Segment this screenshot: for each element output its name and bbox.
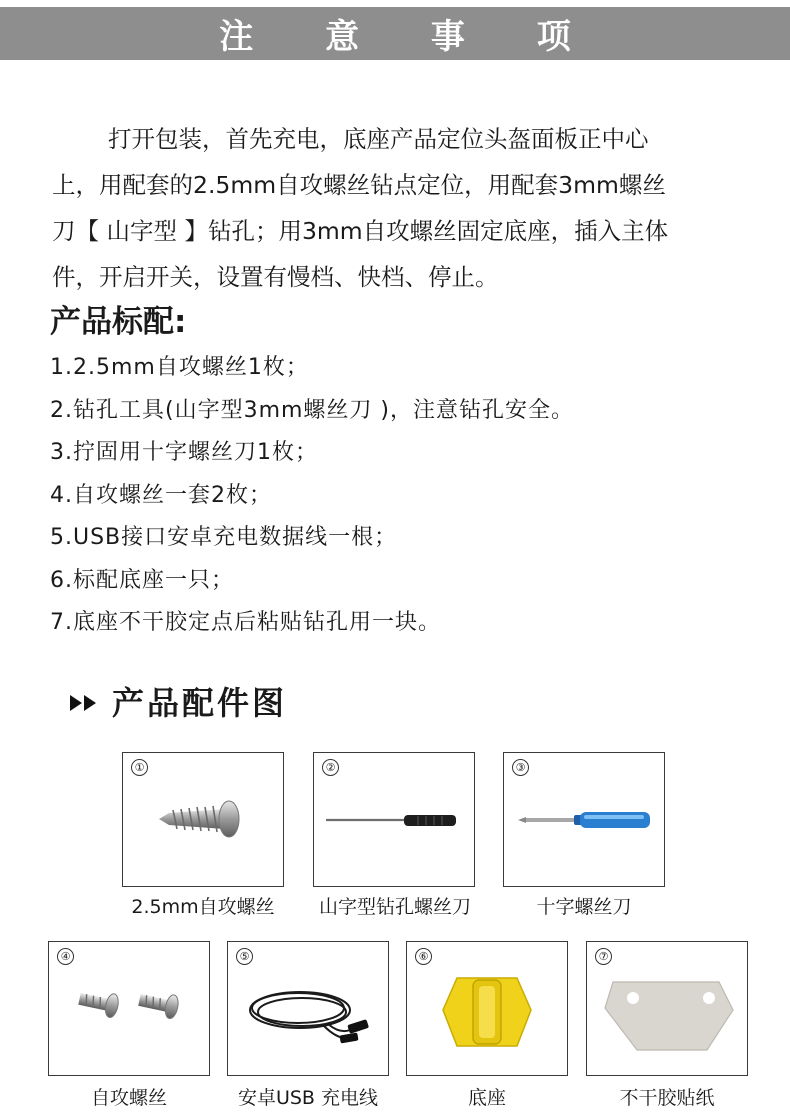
sticker-icon [587, 942, 747, 1075]
standard-list [50, 347, 574, 645]
list-item: 1.2.5mm自攻螺丝1枚； [50, 355, 309, 380]
intro-line: 刀【 山字型 】钻孔；用3mm自攻螺丝固定底座，插入主体 [52, 217, 669, 245]
accessories-title [68, 678, 287, 728]
tapping-screw-icon [123, 753, 283, 886]
standard-title: 产品标配: [50, 304, 187, 340]
usb-cable-icon [228, 942, 388, 1075]
accessory-caption: 安卓USB 充电线 [237, 1087, 379, 1109]
item-number: ② [322, 759, 339, 776]
item-number: ⑥ [415, 948, 432, 965]
list-item: 2.钻孔工具(山字型3mm螺丝刀 )，注意钻孔安全。 [50, 397, 575, 423]
banner-title: 注 意 事 项 [219, 17, 601, 57]
phillips-screwdriver-icon [504, 753, 664, 886]
accessory-box-6 [406, 941, 568, 1076]
accessory-caption: 自攻螺丝 [90, 1087, 167, 1109]
accessory-box-7 [586, 941, 748, 1076]
list-item: 4.自攻螺丝一套2枚； [50, 482, 272, 508]
item-number: ③ [512, 759, 529, 776]
item-number: ⑤ [236, 948, 253, 965]
accessory-caption: 山字型钻孔螺丝刀 [318, 896, 471, 918]
item-number: ① [131, 759, 148, 776]
intro-line: 打开包装，首先充电，底座产品定位头盔面板正中心 [108, 125, 649, 153]
accessory-caption: 底座 [467, 1087, 506, 1109]
drill-screwdriver-icon [314, 753, 474, 886]
accessory-box-4 [48, 941, 210, 1076]
list-item: 6.标配底座一只； [50, 567, 234, 593]
intro-paragraph [52, 116, 752, 300]
intro-line: 件，开启开关，设置有慢档、快档、停止。 [52, 263, 499, 291]
list-item: 7.底座不干胶定点后粘贴钻孔用一块。 [50, 610, 441, 635]
item-number: ⑦ [595, 948, 612, 965]
accessory-caption: 2.5mm自攻螺丝 [131, 896, 275, 918]
accessory-box-1 [122, 752, 284, 887]
intro-line: 上，用配套的2.5mm自攻螺丝钻点定位，用配套3mm螺丝 [52, 171, 666, 199]
accessory-box-5 [227, 941, 389, 1076]
double-play-arrow-icon [68, 692, 102, 714]
accessory-caption: 十字螺丝刀 [536, 896, 632, 918]
accessory-box-3 [503, 752, 665, 887]
list-item: 3.拧固用十字螺丝刀1枚； [50, 440, 318, 465]
accessories-title-text: 产品配件图 [112, 684, 288, 722]
list-item: 5.USB接口安卓充电数据线一根； [50, 525, 398, 550]
accessory-box-2 [313, 752, 475, 887]
banner [0, 7, 790, 60]
accessory-caption: 不干胶贴纸 [619, 1087, 715, 1109]
screws-pair-icon [49, 942, 209, 1075]
yellow-base-icon [407, 942, 567, 1075]
item-number: ④ [57, 948, 74, 965]
